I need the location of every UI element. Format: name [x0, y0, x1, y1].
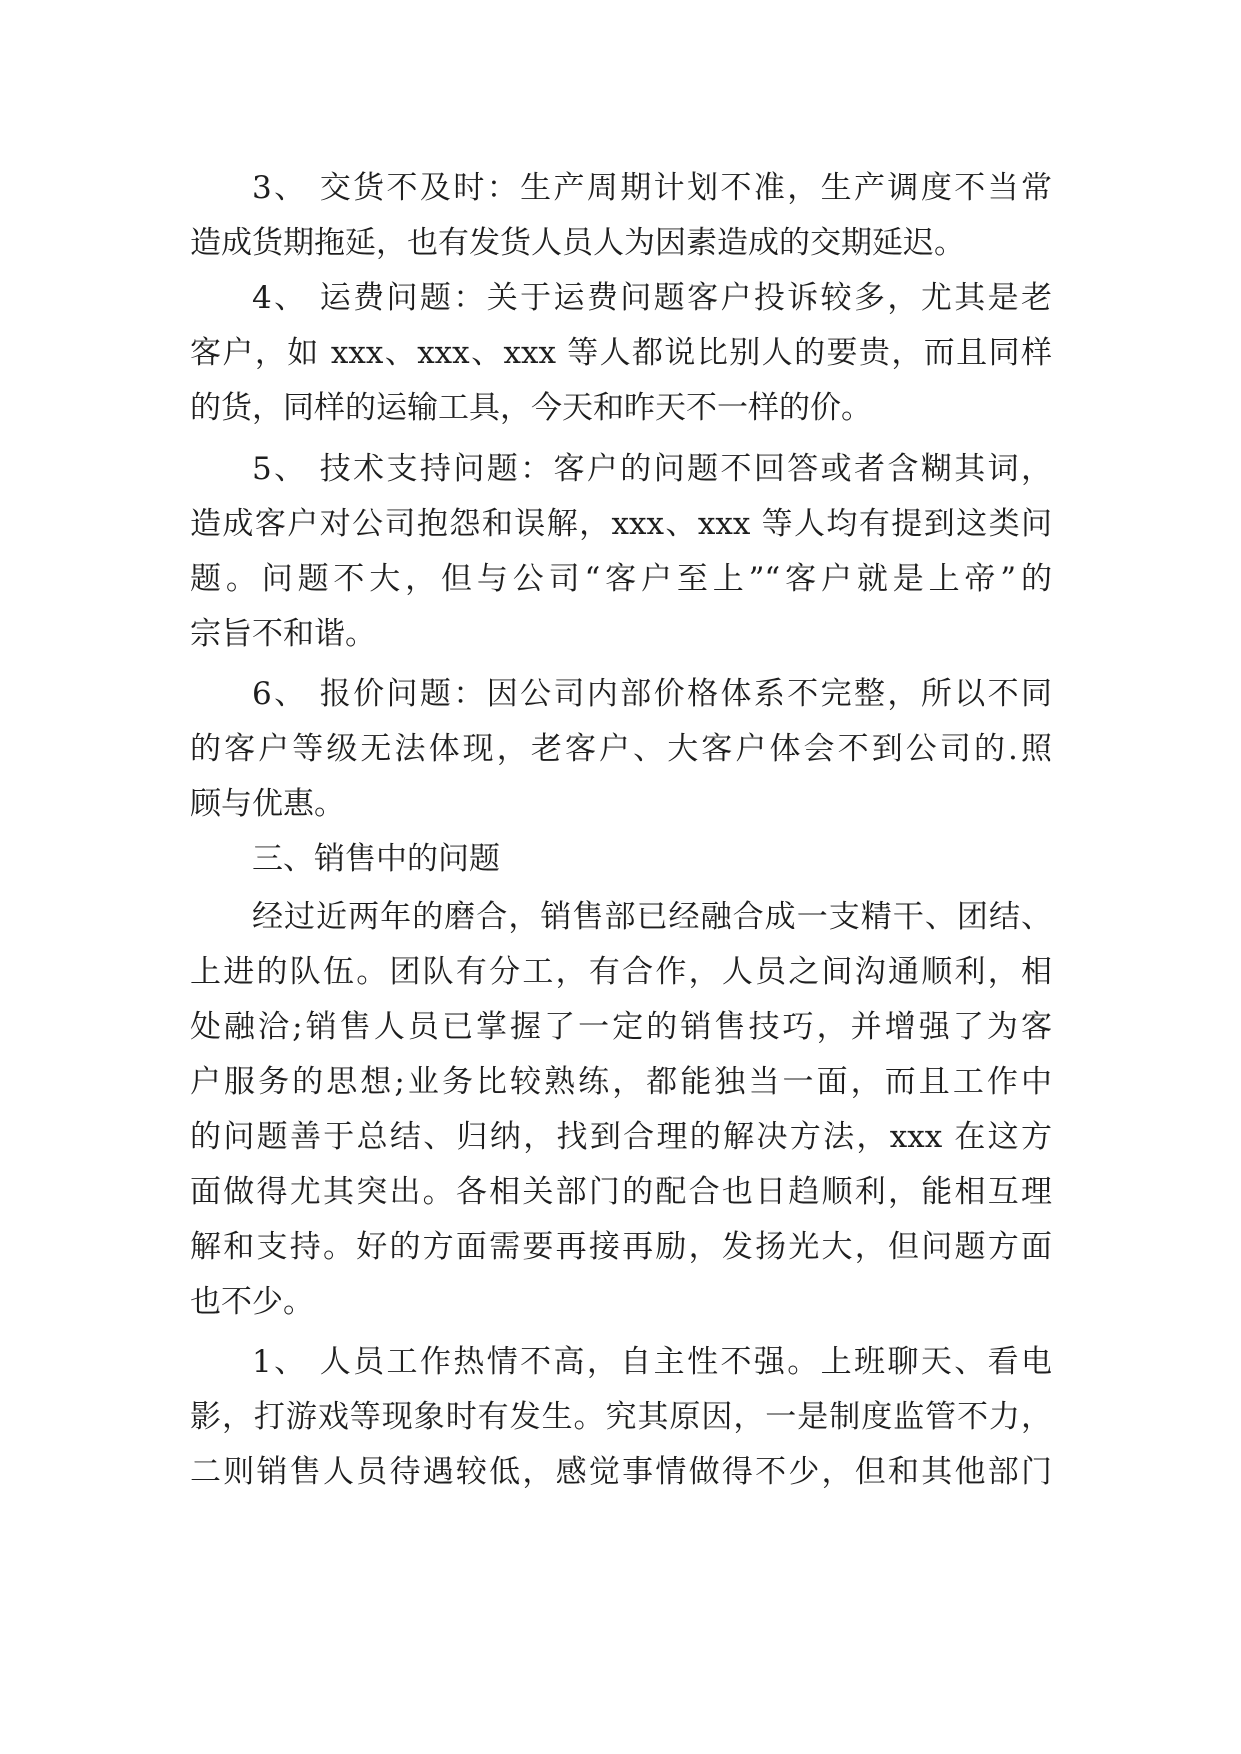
- text-line: 的问题善于总结、归纳，找到合理的解决方法，xxx 在这方: [190, 1119, 1052, 1155]
- text-line: 上进的队伍。团队有分工，有合作，人员之间沟通顺利，相: [190, 954, 1052, 990]
- text-line: 解和支持。好的方面需要再接再励，发扬光大，但问题方面: [190, 1229, 1052, 1265]
- text-line: 造成客户对公司抱怨和误解，xxx、xxx 等人均有提到这类问: [190, 506, 1052, 542]
- text-line: 6、 报价问题：因公司内部价格体系不完整，所以不同: [252, 676, 1052, 712]
- text-line: 造成货期拖延，也有发货人员人为因素造成的交期延迟。: [190, 225, 965, 261]
- text-line: 也不少。: [190, 1284, 314, 1320]
- text-line: 的货，同样的运输工具，今天和昨天不一样的价。: [190, 390, 872, 426]
- text-line: 经过近两年的磨合，销售部已经融合成一支精干、团结、: [252, 899, 1052, 935]
- text-line: 的客户等级无法体现，老客户、大客户体会不到公司的.照: [190, 731, 1052, 767]
- text-line: 面做得尤其突出。各相关部门的配合也日趋顺利，能相互理: [190, 1174, 1052, 1210]
- text-line: 3、 交货不及时：生产周期计划不准，生产调度不当常: [252, 170, 1052, 206]
- text-line: 5、 技术支持问题：客户的问题不回答或者含糊其词，: [252, 451, 1052, 487]
- text-line: 宗旨不和谐。: [190, 616, 376, 652]
- text-line: 题。问题不大，但与公司“客户至上”“客户就是上帝”的: [190, 561, 1052, 597]
- text-line: 处融洽;销售人员已掌握了一定的销售技巧，并增强了为客: [190, 1009, 1052, 1045]
- text-line: 二则销售人员待遇较低，感觉事情做得不少，但和其他部门: [190, 1454, 1052, 1490]
- text-line: 顾与优惠。: [190, 786, 345, 822]
- text-line: 客户，如 xxx、xxx、xxx 等人都说比别人的要贵，而且同样: [190, 335, 1052, 371]
- text-line: 影，打游戏等现象时有发生。究其原因，一是制度监管不力，: [190, 1399, 1052, 1435]
- section-heading: 三、销售中的问题: [252, 841, 500, 877]
- text-line: 1、 人员工作热情不高，自主性不强。上班聊天、看电: [252, 1344, 1052, 1380]
- text-line: 户服务的思想;业务比较熟练，都能独当一面，而且工作中: [190, 1064, 1052, 1100]
- text-line: 4、 运费问题：关于运费问题客户投诉较多，尤其是老: [252, 280, 1052, 316]
